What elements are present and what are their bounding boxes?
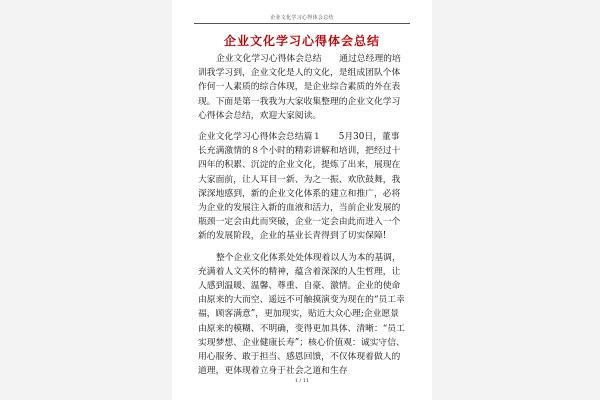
document-title: 企业文化学习心得体会总结 [223,34,380,48]
page-number: 1 / 11 [294,378,310,384]
document-page [172,0,432,400]
document-body [198,52,406,378]
header-divider [194,23,410,24]
paragraph-section-1: 企业文化学习心得体会总结篇１ 5月30日，董事长充满激情的８个小时的精彩讲解和培训，把经过十四年的积累、沉淀的企业文化，提炼了出来，展现在大家面前，让人耳目一新、为之一振、欢欣鼓舞，我深深地感到，新的企业文化体系的建立和推广，必将为企业的发展注入新的血液和活力，当前企业发展的瓶颈一定会由此而突破，企业一定会由此而进入一个新的发展阶段，企业的基业长青得到了切实保障! [198,132,401,242]
paragraph-gap [198,244,406,251]
paragraph-culture-system: 整个企业文化体系处处体现着以人为本的基调，充满着人文关怀的精神，蕴含着深深的人生哲理，让人感到温暖、温馨、尊重、自豪、激情。企业的使命由原来的大而空、遥远不可触摸演变为现在的“员工幸福，顾客满意”，更加现实，贴近大众心理;企业愿景由原来的模糊、不明确，变得更加具体、清晰：“员工实现梦想、企业健康长寿”；核心价值观：诚实守信、用心服务、敢于担当、感恩回馈，不仅体现着做人的道理，更体现着立身于社会之道和生存 [198,252,405,377]
paragraph-intro: 企业文化学习心得体会总结 通过总经理的培训我学习到，企业文化是人的文化，是组成团队个体作何一人素质的综合体现，是企业综合素质的外在表现。下面是第一我我为大家收集整理的企业文化学习心得体会总结，欢迎大家阅读。 [198,54,401,121]
paragraph-gap [198,123,406,130]
running-header: 企业文化学习心得体会总结 [270,15,334,21]
